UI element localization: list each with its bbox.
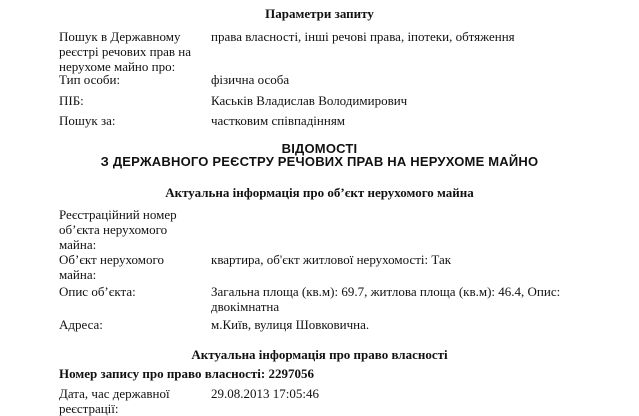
param-value-person-type: фізична особа	[211, 72, 290, 87]
param-label-full-name: ПІБ:	[59, 93, 84, 108]
object-value-type: квартира, об'єкт житлової нерухомості: Так	[211, 252, 452, 267]
object-label-description: Опис об’єкта:	[59, 284, 136, 299]
main-heading-line1: ВІДОМОСТІ	[281, 141, 358, 156]
object-section-title: Актуальна інформація про об’єкт нерухомого майна	[165, 185, 474, 200]
ownership-section-title: Актуальна інформація про право власності	[191, 347, 448, 362]
object-value-description: Загальна площа (кв.м): 69.7, житлова площа (кв.м): 46.4, Опис: двокімнатна	[211, 284, 561, 314]
param-label-person-type: Тип особи:	[59, 72, 121, 87]
object-label-address: Адреса:	[59, 317, 103, 332]
object-value-address: м.Київ, вулиця Шовковична.	[211, 317, 370, 332]
ownership-record-number: Номер запису про право власності: 2297056	[59, 366, 314, 381]
ownership-value-reg-date: 29.08.2013 17:05:46	[211, 386, 319, 401]
object-label-type: Об’єкт нерухомого майна:	[59, 252, 165, 282]
object-label-reg-number: Реєстраційний номер об’єкта нерухомого майна:	[59, 207, 177, 252]
param-value-search-by: частковим співпадінням	[211, 113, 346, 128]
ownership-label-reg-date: Дата, час державної реєстрації:	[59, 386, 170, 416]
params-title: Параметри запиту	[265, 6, 374, 21]
main-heading-line2: З ДЕРЖАВНОГО РЕЄСТРУ РЕЧОВИХ ПРАВ НА НЕРУХОМЕ МАЙНО	[100, 154, 539, 169]
param-value-full-name: Каськів Владислав Володимирович	[211, 93, 408, 108]
param-label-search-by: Пошук за:	[59, 113, 116, 128]
param-value-search-subject: права власності, інші речові права, іпотеки, обтяження	[211, 29, 515, 44]
param-label-search-subject: Пошук в Державному реєстрі речових прав на нерухоме майно про:	[59, 29, 191, 74]
